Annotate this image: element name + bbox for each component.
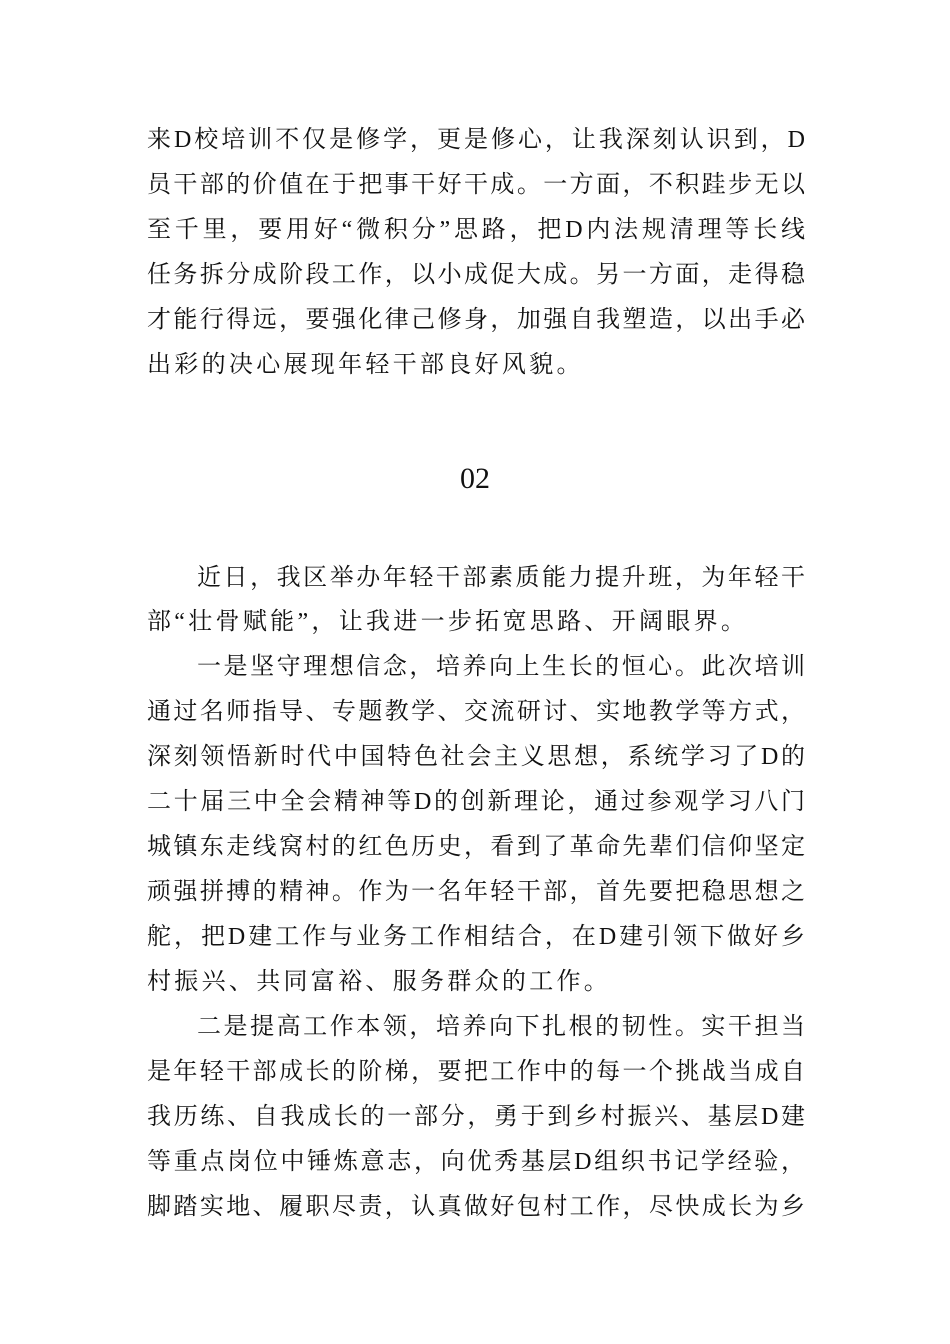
text-line: 至千里，要用好“微积分”思路，把D内法规清理等长线	[147, 217, 805, 243]
text-line: 顽强拼搏的精神。作为一名年轻干部，首先要把稳思想之	[147, 879, 805, 905]
text-line: 员干部的价值在于把事干好干成。一方面，不积跬步无以	[147, 172, 805, 198]
text-line: 任务拆分成阶段工作，以小成促大成。另一方面，走得稳	[147, 262, 805, 288]
text-line: 通过名师指导、专题教学、交流研讨、实地教学等方式，	[147, 699, 805, 725]
text-line: 一是坚守理想信念，培养向上生长的恒心。此次培训	[197, 654, 805, 680]
text-line: 才能行得远，要强化律己修身，加强自我塑造，以出手必	[147, 307, 805, 333]
text-line: 我历练、自我成长的一部分，勇于到乡村振兴、基层D建	[147, 1104, 805, 1130]
text-line: 二是提高工作本领，培养向下扎根的韧性。实干担当	[197, 1014, 805, 1040]
text-line: 出彩的决心展现年轻干部良好风貌。	[147, 352, 584, 378]
text-line: 部“壮骨赋能”，让我进一步拓宽思路、开阔眼界。	[147, 609, 749, 635]
text-line: 村振兴、共同富裕、服务群众的工作。	[147, 969, 612, 995]
section-number-heading: 02	[460, 462, 490, 495]
text-line: 脚踏实地、履职尽责，认真做好包村工作，尽快成长为乡	[147, 1194, 805, 1220]
text-line: 是年轻干部成长的阶梯，要把工作中的每一个挑战当成自	[147, 1059, 805, 1085]
text-line: 二十届三中全会精神等D的创新理论，通过参观学习八门	[147, 789, 805, 815]
text-line: 城镇东走线窝村的红色历史，看到了革命先辈们信仰坚定	[147, 834, 805, 860]
text-line: 舵，把D建工作与业务工作相结合，在D建引领下做好乡	[147, 924, 805, 950]
text-line: 深刻领悟新时代中国特色社会主义思想，系统学习了D的	[147, 744, 805, 770]
text-line: 等重点岗位中锤炼意志，向优秀基层D组织书记学经验，	[147, 1149, 805, 1175]
text-line: 近日，我区举办年轻干部素质能力提升班，为年轻干	[197, 565, 805, 591]
text-line: 来D校培训不仅是修学，更是修心，让我深刻认识到，D	[147, 127, 805, 153]
